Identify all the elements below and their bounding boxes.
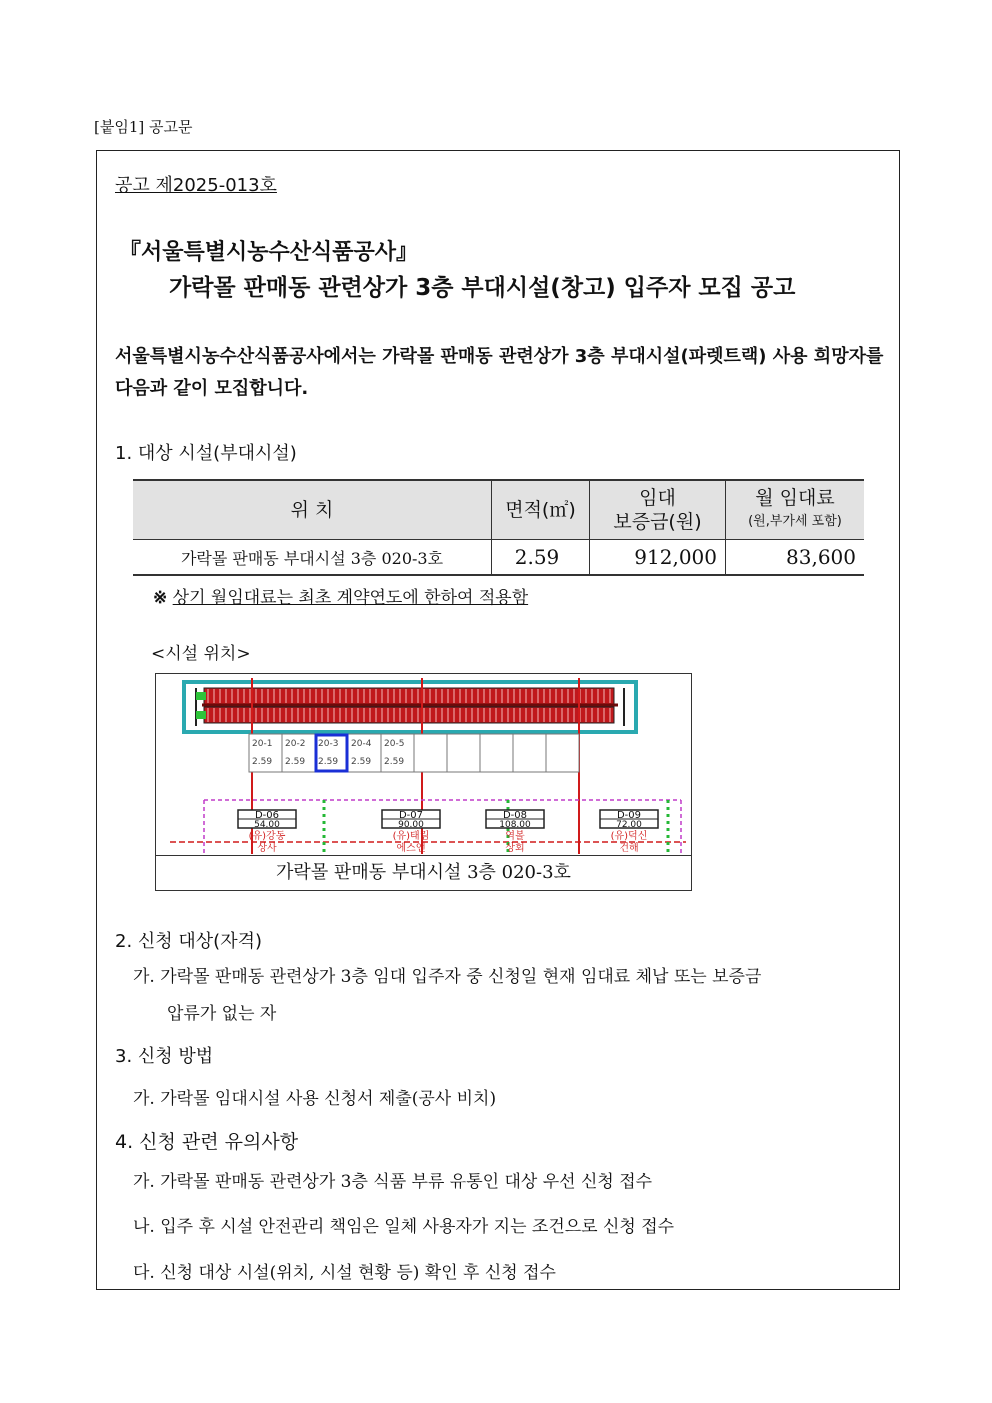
store-name: (유)태림: [392, 831, 430, 842]
store-code: D-09: [616, 810, 642, 821]
cell-rent: 83,600: [726, 540, 865, 576]
section3-item-a: 가. 가락몰 임대시설 사용 신청서 제출(공사 비치): [133, 1089, 497, 1109]
cell-area: 2.59: [492, 540, 590, 576]
note-text: 상기 월임대료는 최초 계약연도에 한하여 적용함: [172, 588, 529, 608]
unit-area: 2.59: [384, 757, 405, 767]
rent-note: [153, 583, 528, 608]
facility-table: [133, 479, 864, 576]
store-code: D-06: [254, 810, 280, 821]
unit-area: 2.59: [285, 757, 306, 767]
unit-id: 20-2: [285, 739, 306, 749]
unit-cell: [414, 734, 447, 772]
unit-cells: [249, 734, 579, 772]
store-code: D-08: [502, 810, 528, 821]
unit-cell: [513, 734, 546, 772]
header-area: 면적(㎡): [492, 480, 590, 540]
section1-heading: 1. 대상 시설(부대시설): [115, 443, 297, 464]
title-organization: 『서울특별시농수산식품공사』: [119, 240, 419, 265]
store-name: (유)강동: [248, 831, 286, 842]
store-name: 역볼: [505, 831, 525, 842]
rack-marker-green: [196, 711, 206, 719]
store-area: 72.00: [616, 820, 642, 830]
table-header-row: [133, 480, 864, 540]
attachment-label: [붙임1] 공고문: [94, 118, 193, 136]
section4-item-a: 가. 가락몰 판매동 관련상가 3층 식품 부류 유통인 대상 우선 신청 접수: [133, 1172, 653, 1192]
header-rent: [726, 480, 865, 540]
store-area: 108.00: [499, 820, 531, 830]
section2-item-a: 가. 가락몰 판매동 관련상가 3층 임대 입주자 중 신청일 현재 임대료 체납 또는 보증금: [133, 967, 762, 987]
section4-item-b: 나. 입주 후 시설 안전관리 책임은 일체 사용자가 지는 조건으로 신청 접수: [133, 1217, 675, 1237]
store-labels: [238, 810, 658, 854]
unit-cell: [480, 734, 513, 772]
section3-heading: 3. 신청 방법: [115, 1046, 214, 1067]
unit-id: 20-3: [318, 739, 339, 749]
header-deposit-line1: 임대: [639, 487, 676, 509]
store-name-cont: 에스앤: [396, 843, 426, 854]
pallet-rack-lower: [204, 707, 614, 723]
header-location: 위 치: [133, 480, 492, 540]
section2-item-a-cont: 압류가 없는 자: [167, 1004, 277, 1024]
cell-location: 가락몰 판매동 부대시설 3층 020-3호: [133, 540, 492, 576]
rack-marker-green: [196, 692, 206, 700]
cell-deposit: 912,000: [590, 540, 726, 576]
unit-area: 2.59: [351, 757, 372, 767]
store-area: 90.00: [398, 820, 424, 830]
intro-paragraph: 서울특별시농수산식품공사에서는 가락몰 판매동 관련상가 3층 부대시설(파렛트랙) 사용 희망자를 다음과 같이 모집합니다.: [115, 346, 884, 399]
unit-area: 2.59: [318, 757, 339, 767]
unit-id: 20-4: [351, 739, 372, 749]
header-deposit: [590, 480, 726, 540]
table-row: [133, 540, 864, 576]
section4-item-c: 다. 신청 대상 시설(위치, 시설 현황 등) 확인 후 신청 접수: [133, 1263, 556, 1283]
note-mark: ※: [153, 588, 168, 608]
unit-area: 2.59: [252, 757, 273, 767]
notice-number: 공고 제2025-013호: [115, 175, 277, 196]
header-rent-line1: 월 임대료: [755, 487, 835, 509]
facility-location-figure: [155, 673, 692, 891]
header-deposit-line2: 보증금(원): [613, 511, 702, 533]
store-name-cont: 건해: [619, 843, 639, 854]
floor-plan-diagram: [156, 674, 691, 856]
section2-heading: 2. 신청 대상(자격): [115, 931, 262, 952]
unit-cell: [447, 734, 480, 772]
figure-caption: 가락몰 판매동 부대시설 3층 020-3호: [156, 855, 691, 890]
unit-id: 20-1: [252, 739, 273, 749]
store-area: 54.00: [254, 820, 280, 830]
notice-frame: [96, 150, 900, 1290]
header-rent-line2: (원,부가세 포함): [748, 514, 842, 529]
section4-heading: 4. 신청 관련 유의사항: [115, 1131, 299, 1153]
pallet-rack-upper: [204, 688, 614, 704]
store-name-cont: 상사: [257, 843, 277, 854]
unit-id: 20-5: [384, 739, 405, 749]
store-name-cont: 상회: [505, 843, 525, 854]
unit-cell: [546, 734, 579, 772]
page-title: 가락몰 판매동 관련상가 3층 부대시설(창고) 입주자 모집 공고: [169, 275, 796, 301]
store-code: D-07: [398, 810, 424, 821]
facility-location-label: <시설 위치>: [151, 644, 251, 664]
store-name: (유)덕신: [610, 831, 648, 842]
